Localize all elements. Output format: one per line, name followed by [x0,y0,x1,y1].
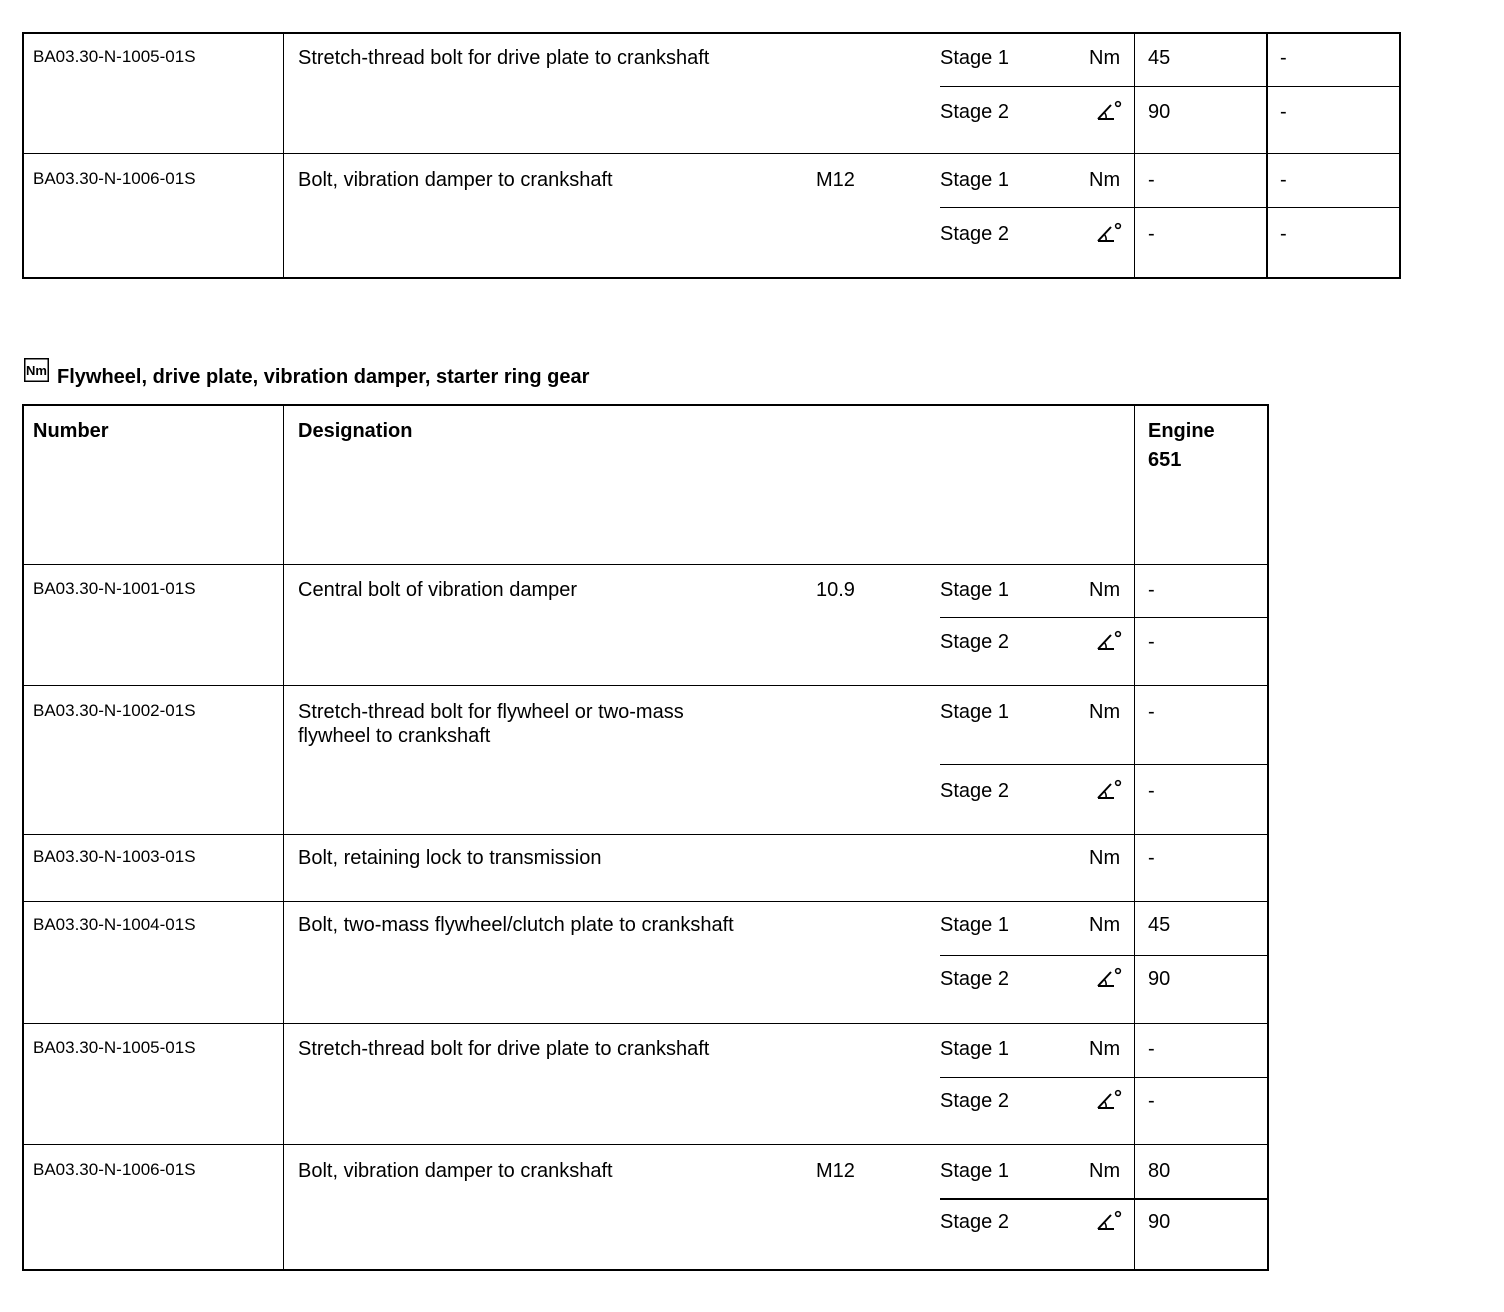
svg-text:Nm: Nm [26,363,47,378]
designation: Bolt, retaining lock to transmission [298,847,602,869]
main-table-stage-divider [940,1077,1268,1078]
top-table-stage-divider [940,86,1400,87]
main-table-row-divider [23,685,1268,686]
part-number: BA03.30-N-1001-01S [33,579,196,598]
torque-value: - [1148,1090,1155,1112]
main-table-col-divider [283,405,284,1270]
unit-nm: Nm [1089,1160,1121,1182]
main-table-row-divider [23,564,1268,565]
unit-nm: Nm [1089,169,1121,191]
angle-icon [1095,222,1123,244]
stage-label: Stage 1 [940,1160,1009,1182]
bolt-spec: M12 [816,169,855,191]
bolt-spec: 10.9 [816,579,855,601]
stage-label: Stage 2 [940,631,1009,653]
unit-nm: Nm [1089,579,1121,601]
unit-nm: Nm [1089,47,1121,69]
stage-label: Stage 2 [940,223,1009,245]
designation: Stretch-thread bolt for flywheel or two-mass [298,701,684,723]
header-designation: Designation [298,420,413,442]
angle-icon [1095,967,1123,989]
stage-label: Stage 1 [940,914,1009,936]
main-torque-table [22,404,1269,1271]
designation: Stretch-thread bolt for drive plate to crankshaft [298,1038,710,1060]
top-table-col-divider [1134,33,1135,278]
main-table-row-divider [23,1144,1268,1145]
unit-nm: Nm [1089,701,1121,723]
designation: Stretch-thread bolt for drive plate to crankshaft [298,47,710,69]
torque-value: 80 [1148,1160,1171,1182]
torque-value: - [1280,101,1287,123]
designation: Central bolt of vibration damper [298,579,578,601]
torque-value: - [1148,1038,1155,1060]
header-engine: Engine [1148,420,1215,442]
stage-label: Stage 2 [940,968,1009,990]
designation: Bolt, two-mass flywheel/clutch plate to crankshaft [298,914,734,936]
torque-value: - [1148,223,1155,245]
torque-value: - [1148,631,1155,653]
stage-label: Stage 2 [940,101,1009,123]
unit-nm: Nm [1089,914,1121,936]
part-number: BA03.30-N-1002-01S [33,701,196,720]
top-table-stage-divider [940,207,1400,208]
unit-nm: Nm [1089,847,1121,869]
stage-label: Stage 1 [940,169,1009,191]
torque-value: 90 [1148,101,1171,123]
top-table-col-divider [283,33,284,278]
angle-icon [1095,630,1123,652]
top-table-row-divider [23,153,1400,154]
torque-value: 90 [1148,968,1171,990]
main-table-col-divider [1134,405,1135,1270]
designation: Bolt, vibration damper to crankshaft [298,1160,613,1182]
top-table-col-divider [1266,33,1268,278]
torque-value: - [1148,579,1155,601]
stage-label: Stage 1 [940,579,1009,601]
main-table-row-divider [23,901,1268,902]
designation-continued: flywheel to crankshaft [298,725,491,747]
torque-value: - [1280,223,1287,245]
section-title: Flywheel, drive plate, vibration damper, starter ring gear [57,366,590,388]
main-table-row-divider [23,834,1268,835]
main-table-stage-divider [940,1198,1268,1200]
bolt-spec: M12 [816,1160,855,1182]
stage-label: Stage 2 [940,780,1009,802]
stage-label: Stage 2 [940,1211,1009,1233]
stage-label: Stage 2 [940,1090,1009,1112]
unit-nm: Nm [1089,1038,1121,1060]
torque-value: - [1280,47,1287,69]
main-table-stage-divider [940,764,1268,765]
part-number: BA03.30-N-1005-01S [33,47,196,66]
header-number: Number [33,420,109,442]
torque-value: 45 [1148,914,1171,936]
main-table-stage-divider [940,955,1268,956]
top-torque-table [22,32,1401,279]
part-number: BA03.30-N-1004-01S [33,915,196,934]
angle-icon [1095,779,1123,801]
header-engine-number: 651 [1148,449,1182,471]
stage-label: Stage 1 [940,1038,1009,1060]
torque-value: - [1148,169,1155,191]
torque-nm-icon [24,358,49,382]
angle-icon [1095,100,1123,122]
part-number: BA03.30-N-1006-01S [33,169,196,188]
part-number: BA03.30-N-1006-01S [33,1160,196,1179]
angle-icon [1095,1089,1123,1111]
torque-value: - [1148,847,1155,869]
part-number: BA03.30-N-1005-01S [33,1038,196,1057]
angle-icon [1095,1210,1123,1232]
designation: Bolt, vibration damper to crankshaft [298,169,613,191]
torque-value: - [1148,780,1155,802]
stage-label: Stage 1 [940,47,1009,69]
torque-value: 45 [1148,47,1171,69]
part-number: BA03.30-N-1003-01S [33,847,196,866]
main-table-stage-divider [940,617,1268,618]
torque-value: - [1148,701,1155,723]
torque-value: - [1280,169,1287,191]
stage-label: Stage 1 [940,701,1009,723]
main-table-row-divider [23,1023,1268,1024]
torque-value: 90 [1148,1211,1171,1233]
